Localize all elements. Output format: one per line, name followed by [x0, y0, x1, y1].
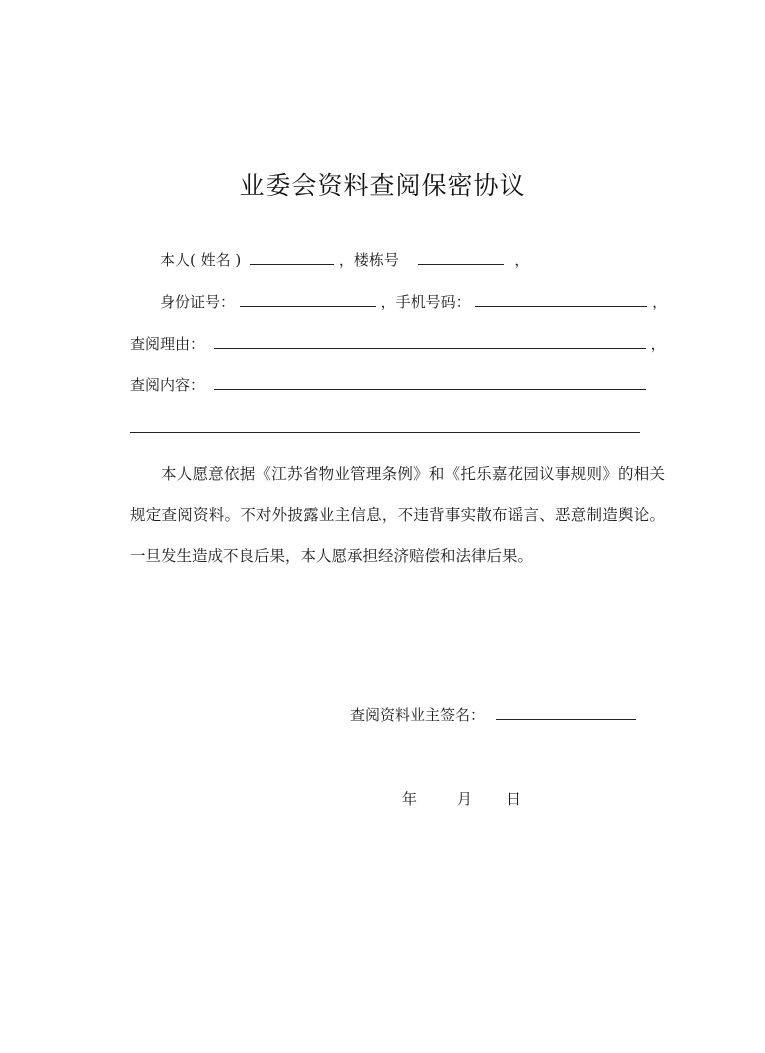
agreement-paragraph [130, 454, 665, 577]
document-title: 业委会资料查阅保密协议 [239, 171, 526, 200]
name-label: 本人( 姓名 ) [160, 251, 242, 269]
date-year: 年 [402, 790, 418, 808]
reason-row [130, 333, 666, 355]
building-label: ，楼栋号 [338, 251, 399, 269]
reason-field[interactable] [214, 334, 646, 349]
name-field[interactable] [250, 250, 334, 265]
agreement-text: 本人愿意依据《江苏省物业管理条例》和《托乐嘉花园议事规则》的相关规定查阅资料。不对外披露业主信息，不违背事实散布谣言、恶意制造舆论。一旦发生造成不良后果，本人愿承担经济赔偿和法律后果。 [130, 465, 665, 565]
name-building-row [160, 249, 529, 271]
content-field-line-2[interactable] [130, 432, 640, 433]
phone-label: ，手机号码： [380, 293, 471, 311]
building-end-punct: ， [514, 251, 530, 269]
phone-field[interactable] [475, 292, 647, 307]
content-field[interactable] [214, 375, 646, 390]
content-row [130, 374, 646, 396]
signature-field[interactable] [496, 705, 636, 720]
id-label: 身份证号： [160, 293, 236, 311]
date-day: 日 [506, 790, 522, 808]
date-month: 月 [457, 790, 473, 808]
reason-end-punct: ， [650, 335, 666, 353]
id-phone-row [160, 291, 667, 313]
content-label: 查阅内容： [130, 376, 206, 394]
id-number-field[interactable] [240, 292, 376, 307]
phone-end-punct: ， [652, 293, 668, 311]
signature-row [350, 704, 636, 726]
reason-label: 查阅理由： [130, 335, 206, 353]
signature-label: 查阅资料业主签名： [350, 706, 486, 724]
building-field[interactable] [418, 250, 504, 265]
